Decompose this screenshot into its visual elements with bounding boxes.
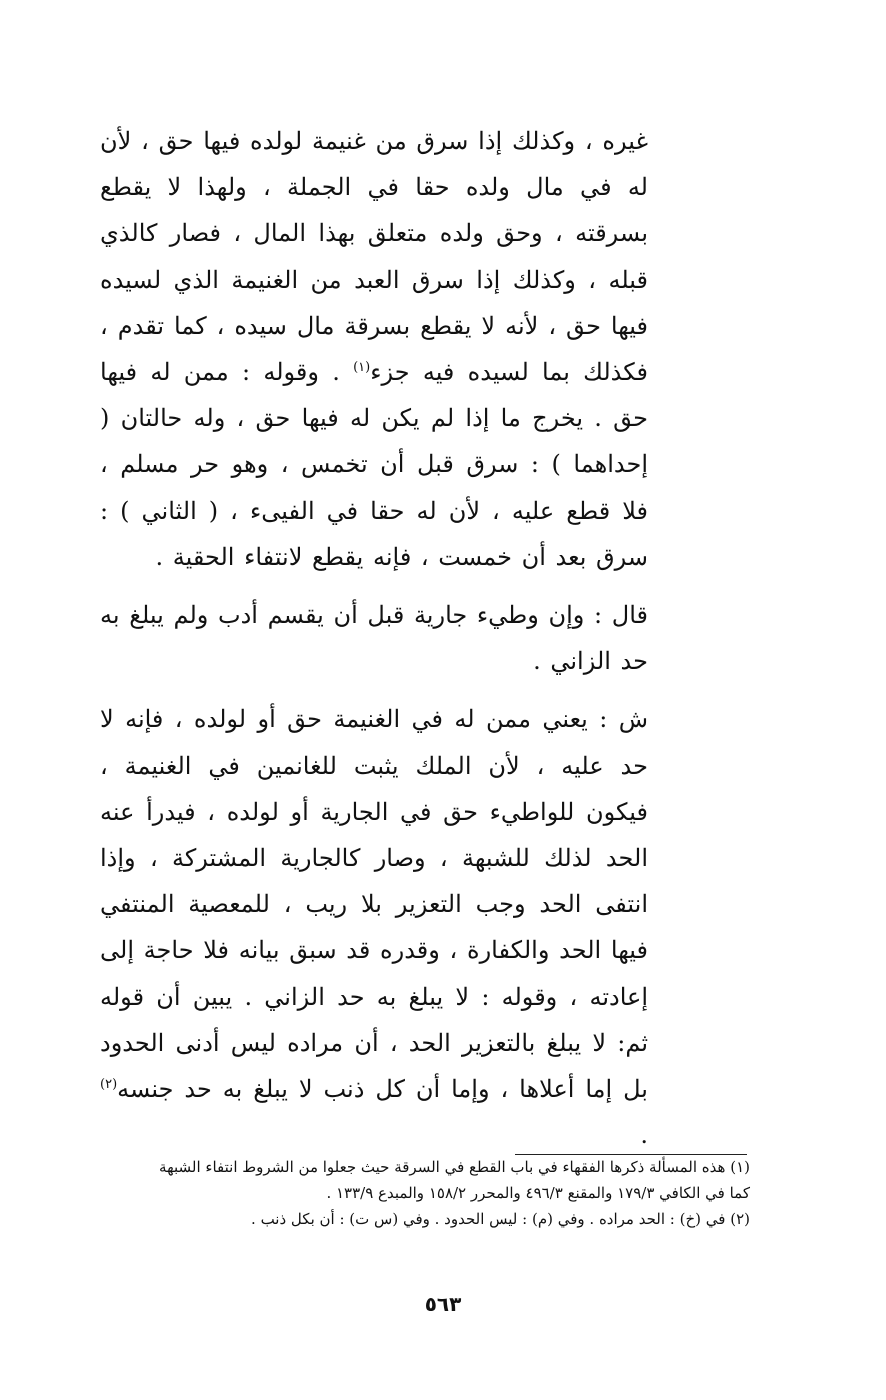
footnote-ref-1: (١) xyxy=(353,360,371,376)
page-number: ٥٦٣ xyxy=(424,1292,462,1316)
paragraph-1-text-cont: . وقوله : ممن له فيها حق . يخرج ما إذا لم يكن له فيها حق ، وله حالتان ( إحداهما ) : سرق قبل أن تخمس ، وهو حر مسلم ، فلا قطع عليه ، لأن له حقا في الفيىء ، ( الثاني ) : سرق بعد أن خمست ، فإنه يقطع لانتفاء الحقية . xyxy=(100,358,648,571)
main-text xyxy=(100,118,648,1158)
footnote-1-line-2: كما في الكافي ١٧٩/٣ والمقنع ٤٩٦/٣ والمحرر ١٥٨/٢ والمبدع ١٣٣/٩ . xyxy=(326,1184,750,1202)
footnotes xyxy=(100,1154,750,1232)
paragraph-3 xyxy=(100,696,648,1158)
footnote-2: (٢) في (خ) : الحد مراده . وفي (م) : ليس الحدود . وفي (س ت) : أن بكل ذنب . xyxy=(251,1210,750,1228)
paragraph-2-text: قال : وإن وطيء جارية قبل أن يقسم أدب ولم يبلغ به حد الزاني . xyxy=(100,601,648,676)
paragraph-3-end: . xyxy=(640,1121,648,1150)
footnote-ref-2: (٢) xyxy=(100,1077,118,1093)
footnote-1-line-1: (١) هذه المسألة ذكرها الفقهاء في باب القطع في السرقة حيث جعلوا من الشروط انتفاء الشبهة xyxy=(159,1158,750,1176)
paragraph-1-text: غيره ، وكذلك إذا سرق من غنيمة لولده فيها حق ، لأن له في مال ولده حقا في الجملة ، ولهذا لا يقطع بسرقته ، وحق ولده متعلق بهذا المال ، فصار كالذي قبله ، وكذلك إذا سرق العبد من الغنيمة الذي لسيده فيها حق ، لأنه لا يقطع بسرقة مال سيده ، كما تقدم ، فكذلك بما لسيده فيه جزء xyxy=(100,127,648,387)
paragraph-1 xyxy=(100,118,648,580)
paragraph-3-text: ش : يعني ممن له في الغنيمة حق أو لولده ، فإنه لا حد عليه ، لأن الملك يثبت للغانمين في الغنيمة ، فيكون للواطيء حق في الجارية أو لولده ، فيدرأ عنه الحد لذلك للشبهة ، وصار كالجارية المشتركة ، وإذا انتفى الحد وجب التعزير بلا ريب ، للمعصية المنتفي فيها الحد والكفارة ، وقدره قد سبق بيانه فلا حاجة إلى إعادته ، وقوله : لا يبلغ به حد الزاني . يبين أن قوله ثم: لا يبلغ بالتعزير الحد ، أن مراده ليس أدنى الحدود بل إما أعلاها ، وإما أن كل ذنب لا يبلغ به حد جنسه xyxy=(100,705,648,1104)
paragraph-2 xyxy=(100,592,648,684)
